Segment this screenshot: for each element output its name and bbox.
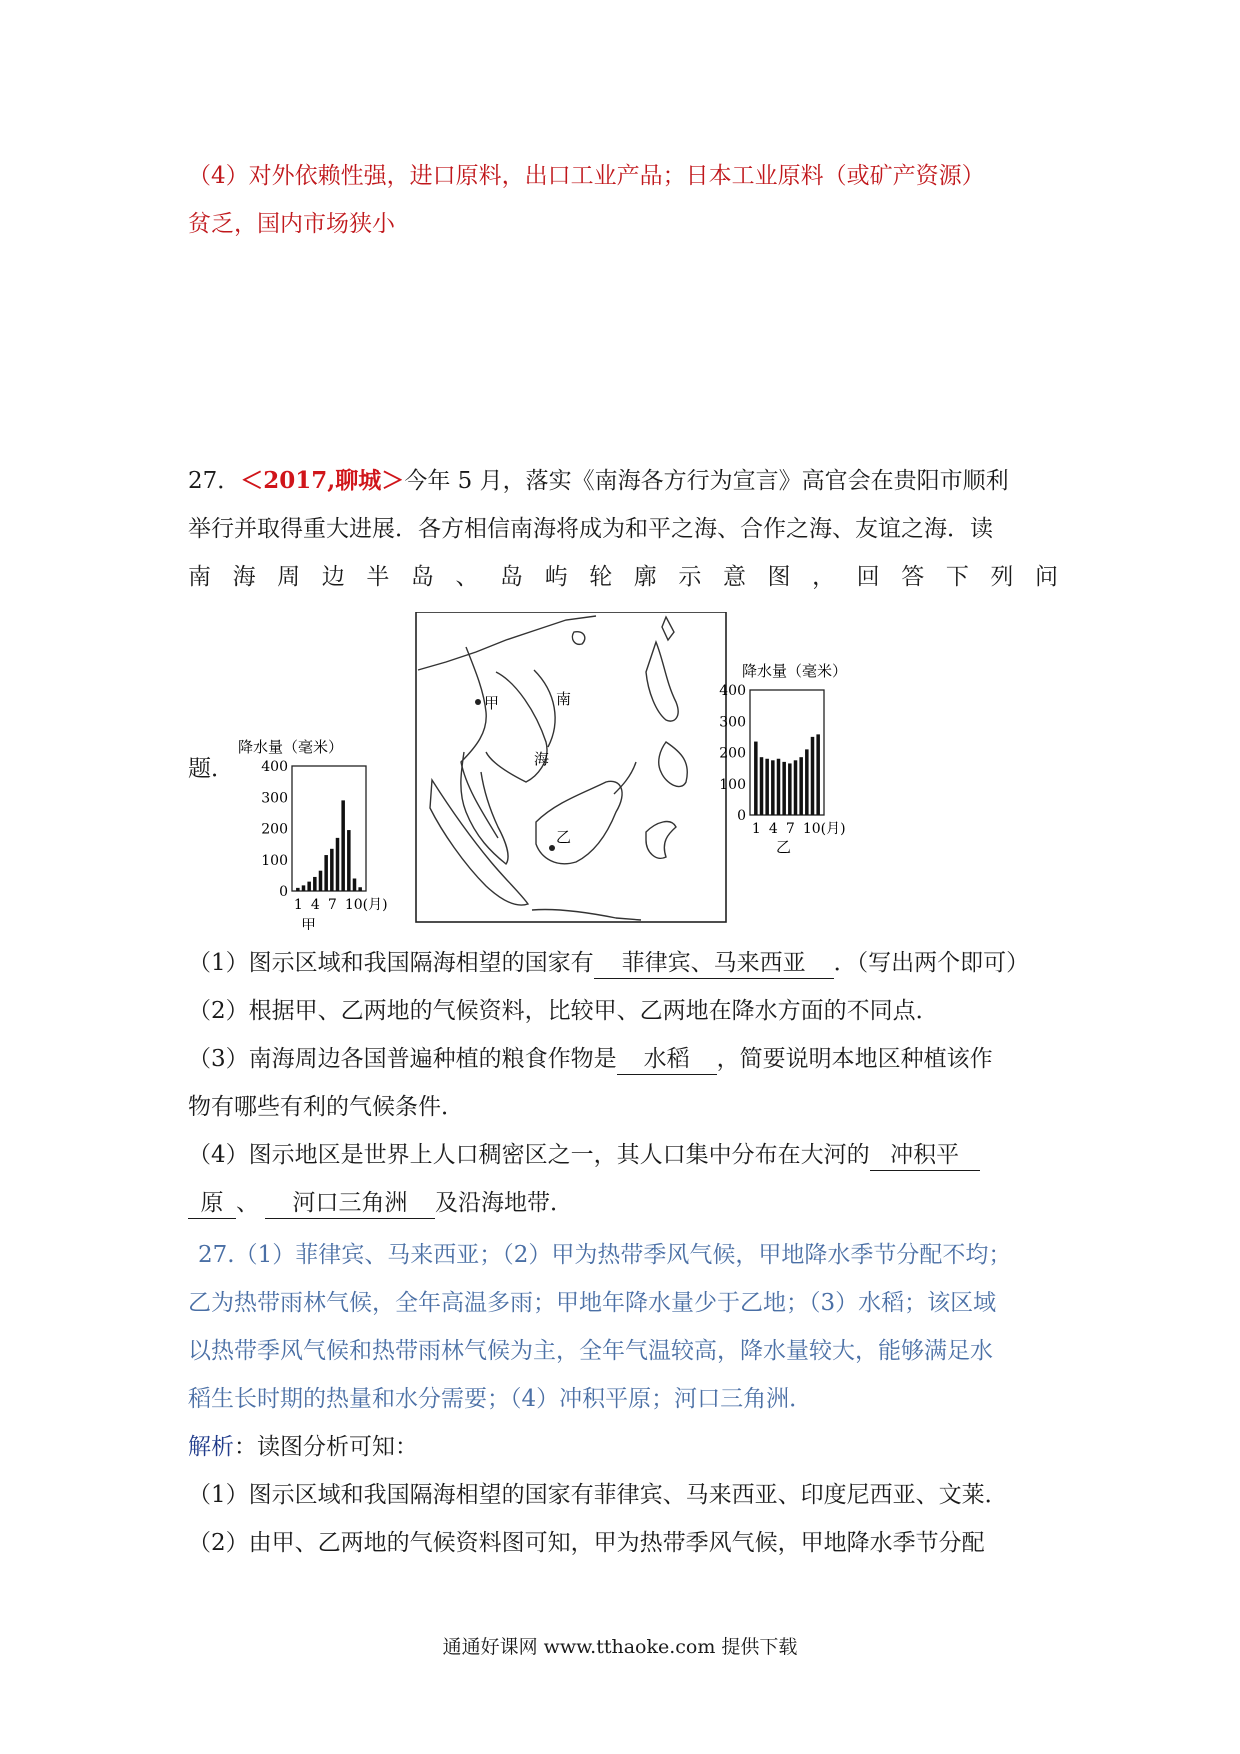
map-marker-jia [475,699,481,705]
chart-yi-bar-1 [754,742,758,815]
chart-jia-bars [296,800,362,891]
question-4-text: （4）图示地区是世界上人口稠密区之一，其人口集中分布在大河的 [188,1142,870,1168]
chart-yi [719,662,847,856]
answer-line-3: 以热带季风气候和热带雨林气候为主，全年气温较高，降水量较大，能够满足水 [188,1338,993,1364]
question-1-suffix: ．（写出两个即可） [833,950,1030,976]
chart-jia-bar-5 [319,871,323,891]
chart-jia-bar-6 [324,855,328,891]
question-1 [188,946,1058,980]
chart-jia-ytick-3: 300 [261,790,288,807]
analysis-intro-text: ：读图分析可知： [234,1434,418,1460]
chart-jia-frame [292,766,366,891]
map-label-yi: 乙 [556,828,572,846]
chart-yi-bar-10 [805,749,809,815]
chart-yi-bar-2 [760,757,764,815]
chart-yi-bar-6 [782,762,786,815]
chart-jia-bar-8 [336,838,340,891]
chart-jia-yticks [261,759,288,900]
chart-yi-bar-9 [799,757,803,815]
chart-jia-bar-1 [296,888,300,891]
chart-jia-bar-10 [347,830,351,891]
question-4-blank-1: 冲积平 [870,1140,980,1171]
answer-line-4: 稻生长时期的热量和水分需要；（4）冲积平原；河口三角洲． [188,1386,813,1412]
question-3-blank: 水稻 [617,1044,717,1075]
chart-jia-bar-4 [313,877,317,891]
chart-jia-xticks [294,897,388,913]
chart-yi-bar-8 [794,760,798,815]
chart-yi-bars [754,734,820,815]
chart-jia-xtick-0: 1 [293,897,303,913]
question-1-blank: 菲律宾、马来西亚 [594,948,834,979]
chart-jia-xtick-3: 10(月) [344,897,388,913]
analysis-label: 解析 [188,1434,234,1460]
map-label-hai: 海 [534,750,550,768]
chart-jia-xtick-1: 4 [310,897,320,913]
question-1-text: （1）图示区域和我国隔海相望的国家有 [188,950,594,976]
answer-line-2: 乙为热带雨林气候，全年高温多雨；甲地年降水量少于乙地；（3）水稻；该区域 [188,1290,997,1316]
source-tag: ＜2017,聊城＞ [240,467,405,494]
question-2: （2）根据甲、乙两地的气候资料，比较甲、乙两地在降水方面的不同点． [188,998,939,1024]
question-line-1 [188,464,1058,498]
map-label-nan: 南 [556,690,572,708]
chart-yi-xtick-0: 1 [751,821,761,837]
chart-jia-xtick-2: 7 [327,897,337,913]
page-footer: 通通好课网 www.tthaoke.com 提供下载 [442,1636,798,1658]
chart-yi-bar-4 [771,760,775,815]
chart-yi-xtick-3: 10(月) [802,821,846,837]
chart-yi-ytick-1: 100 [719,776,746,793]
chart-yi-bar-12 [816,734,820,815]
chart-yi-xtick-2: 7 [785,821,795,837]
question-line-3: 南海周边半岛、岛屿轮廓示意图，回答下列问 [188,564,1058,590]
chart-yi-bar-7 [788,763,792,815]
chart-yi-bar-3 [765,759,769,815]
question-3-text: （3）南海周边各国普遍种植的粮食作物是 [188,1046,617,1072]
chart-jia-bar-7 [330,849,334,891]
question-3-suffix: ，简要说明本地区种植该作 [716,1046,993,1072]
question-4 [188,1138,1058,1172]
question-4-blank-1-cont: 原 [188,1188,236,1219]
chart-yi-ylabel: 降水量（毫米） [742,662,848,680]
chart-yi-ytick-2: 200 [719,745,746,762]
chart-yi-bar-11 [811,737,815,815]
chart-yi-xtick-1: 4 [768,821,778,837]
question-line-4: 题． [188,756,234,782]
figure-svg [236,612,906,930]
map-label-jia: 甲 [484,694,500,712]
chart-yi-bar-5 [777,759,781,815]
question-text-1: 今年 5 月，落实《南海各方行为宣言》高官会在贵阳市顺利 [404,468,1009,494]
chart-yi-ytick-0: 0 [737,808,746,824]
chart-jia-ylabel: 降水量（毫米） [238,738,344,756]
chart-yi-ytick-3: 300 [719,714,746,731]
chart-jia-bar-3 [307,882,311,891]
chart-jia-ytick-4: 400 [261,759,288,775]
question-3 [188,1042,1058,1076]
chart-jia-ytick-0: 0 [279,884,288,900]
question-line-2: 举行并取得重大进展．各方相信南海将成为和平之海、合作之海、友谊之海．读 [188,516,993,542]
map-region [416,612,726,922]
chart-yi-station-label: 乙 [776,838,792,856]
chart-jia-bar-11 [353,879,357,892]
prev-answer-line-1: （4）对外依赖性强，进口原料，出口工业产品；日本工业原料（或矿产资源） [188,163,985,189]
question-3-line-2: 物有哪些有利的气候条件． [188,1094,464,1120]
question-4-separator: 、 [236,1190,259,1216]
prev-answer-line-2: 贫乏，国内市场狭小 [188,211,395,237]
chart-jia-ytick-2: 200 [261,821,288,838]
chart-jia-ytick-1: 100 [261,852,288,869]
chart-jia-bar-12 [358,887,362,891]
map-marker-yi [549,845,555,851]
analysis-p1: （1）图示区域和我国隔海相望的国家有菲律宾、马来西亚、印度尼西亚、文莱． [188,1482,1008,1508]
figure-south-china-sea [236,612,906,930]
answer-line-1: 27.（1）菲律宾、马来西亚；（2）甲为热带季风气候，甲地降水季节分配不均； [198,1242,1012,1268]
chart-jia-bar-2 [302,885,306,891]
analysis-intro [188,1430,1058,1464]
question-number: 27． [188,468,241,494]
chart-jia [238,738,388,930]
question-4-blank-2: 河口三角洲 [265,1188,435,1219]
chart-jia-bar-9 [341,800,345,891]
question-4-line-2 [188,1186,1058,1220]
analysis-p2: （2）由甲、乙两地的气候资料图可知，甲为热带季风气候，甲地降水季节分配 [188,1530,985,1556]
chart-yi-ytick-4: 400 [719,683,746,699]
chart-yi-xticks [752,821,846,837]
chart-jia-station-label: 甲 [301,916,317,930]
question-4-suffix: 及沿海地带． [435,1190,573,1216]
